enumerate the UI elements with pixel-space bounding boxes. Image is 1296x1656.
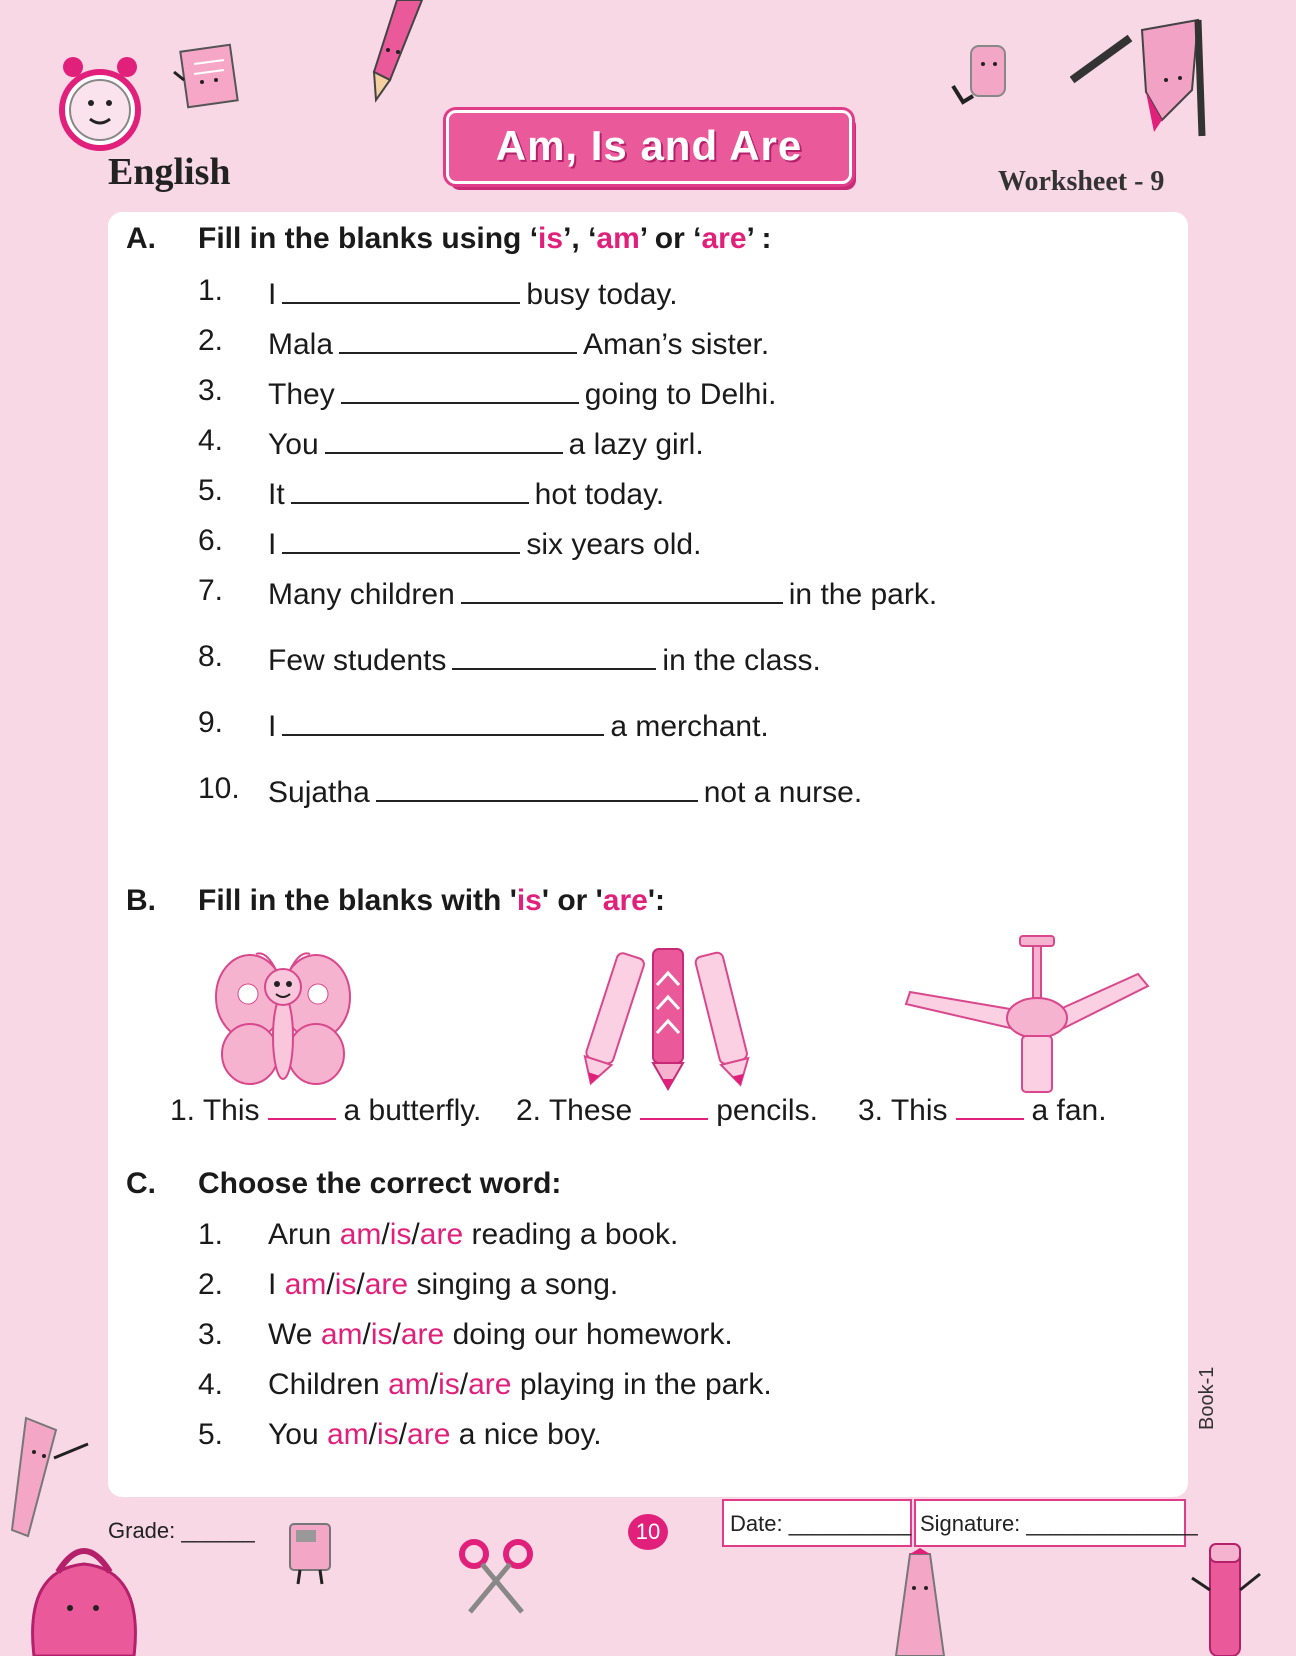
item-sentence: [268, 772, 862, 810]
worksheet-card: [108, 212, 1188, 1497]
option-are[interactable]: are: [364, 1268, 409, 1301]
item-number: 1.: [198, 274, 224, 307]
item-sentence: [268, 274, 678, 312]
eraser-character-icon: [945, 42, 1025, 120]
caption-start: 3. This: [858, 1094, 948, 1127]
sentence-start: I: [268, 278, 277, 311]
section-a-instruction: Fill in the blanks using ‘is’, ‘am’ or ‘are’ :: [198, 222, 772, 255]
item-sentence: [268, 324, 769, 362]
option-separator: /: [381, 1218, 390, 1251]
sentence-end: not a nurse.: [703, 776, 863, 809]
item-number: 7.: [198, 574, 224, 607]
item-sentence: [268, 1318, 733, 1352]
option-am[interactable]: am: [284, 1268, 327, 1301]
item-sentence: [268, 1418, 602, 1452]
section-b-letter: B.: [126, 884, 156, 917]
option-am[interactable]: am: [320, 1318, 363, 1351]
item-sentence: [268, 1218, 678, 1252]
answer-blank[interactable]: [341, 374, 579, 404]
sentence-start: Mala: [268, 328, 334, 361]
item-sentence: [268, 640, 821, 678]
answer-blank[interactable]: [282, 524, 520, 554]
section-c-letter: C.: [126, 1167, 156, 1200]
sentence-start: Many children: [268, 578, 455, 611]
option-am[interactable]: am: [339, 1218, 382, 1251]
sentence-start: I: [268, 710, 277, 743]
grade-field: Grade: ______: [108, 1518, 255, 1543]
answer-blank[interactable]: [376, 772, 698, 802]
caption-start: 1. This: [170, 1094, 260, 1127]
answer-blank[interactable]: [339, 324, 577, 354]
item-number: 4.: [198, 1368, 224, 1401]
sentence-start: You: [268, 428, 319, 461]
picture-caption: [858, 1090, 1107, 1128]
sentence-start: I: [268, 1268, 277, 1301]
option-separator: /: [356, 1268, 365, 1301]
butterfly-icon: [208, 942, 358, 1092]
sentence-end: hot today.: [534, 478, 665, 511]
sentence-start: It: [268, 478, 285, 511]
pencils-icon: [573, 945, 763, 1095]
answer-blank[interactable]: [282, 706, 604, 736]
item-number: 5.: [198, 1418, 224, 1451]
caption-end: a fan.: [1031, 1094, 1107, 1127]
section-b-instruction: Fill in the blanks with 'is' or 'are':: [198, 884, 665, 917]
sentence-start: I: [268, 528, 277, 561]
item-sentence: [268, 1268, 618, 1302]
subject-label: English: [108, 151, 231, 193]
option-separator: /: [411, 1218, 420, 1251]
option-separator: /: [398, 1418, 408, 1451]
option-are[interactable]: are: [407, 1418, 451, 1451]
item-sentence: [268, 574, 937, 612]
answer-blank[interactable]: [282, 274, 520, 304]
caption-end: a butterfly.: [343, 1094, 482, 1127]
sentence-end: a lazy girl.: [568, 428, 704, 461]
item-number: 8.: [198, 640, 224, 673]
crayon-character-icon: [880, 1548, 960, 1656]
pencil-sharpener-character-icon: [1070, 10, 1210, 138]
backpack-character-icon: [14, 1520, 154, 1656]
sentence-start: You: [268, 1418, 319, 1451]
item-sentence: [268, 374, 777, 412]
worksheet-number: Worksheet - 9: [998, 166, 1165, 197]
book-label: Book-1: [1196, 1366, 1218, 1430]
alarm-clock-icon: [55, 45, 150, 160]
sentence-end: going to Delhi.: [584, 378, 777, 411]
sentence-end: a nice boy.: [458, 1418, 602, 1451]
sentence-end: doing our homework.: [452, 1318, 733, 1351]
sentence-end: playing in the park.: [519, 1368, 772, 1401]
signature-box: [914, 1499, 1198, 1547]
answer-blank[interactable]: [461, 574, 783, 604]
answer-blank[interactable]: [325, 424, 563, 454]
item-number: 4.: [198, 424, 224, 457]
item-number: 6.: [198, 524, 224, 557]
signature-field: Signature: ______________: [920, 1511, 1198, 1536]
answer-blank[interactable]: [956, 1090, 1024, 1120]
sentence-end: busy today.: [526, 278, 678, 311]
option-separator: /: [326, 1268, 335, 1301]
item-number: 3.: [198, 374, 224, 407]
item-sentence: [268, 524, 701, 562]
notebook-character-icon: [170, 42, 250, 117]
ruler-character-icon: [8, 1408, 98, 1538]
pen-character-icon: [1188, 1538, 1268, 1656]
sentence-start: They: [268, 378, 335, 411]
sentence-end: in the class.: [662, 644, 821, 677]
sentence-start: Arun: [268, 1218, 332, 1251]
sharpener-character-icon: [282, 1518, 342, 1588]
page-number: 10: [628, 1514, 668, 1550]
option-is[interactable]: is: [377, 1418, 399, 1451]
scissors-icon: [456, 1536, 536, 1616]
item-sentence: [268, 424, 704, 462]
option-is[interactable]: is: [370, 1318, 393, 1351]
caption-start: 2. These: [516, 1094, 633, 1127]
option-are[interactable]: are: [419, 1218, 464, 1251]
caption-end: pencils.: [716, 1094, 818, 1127]
item-number: 10.: [198, 772, 240, 805]
worksheet-title: Am, Is and Are: [495, 122, 803, 169]
option-separator: /: [459, 1368, 469, 1401]
sentence-end: singing a song.: [416, 1268, 619, 1301]
option-are[interactable]: are: [400, 1318, 445, 1351]
sentence-start: Sujatha: [268, 776, 370, 809]
picture-caption: [170, 1090, 481, 1128]
answer-blank[interactable]: [640, 1090, 708, 1120]
section-a-letter: A.: [126, 222, 156, 255]
item-number: 2.: [198, 324, 224, 357]
option-separator: /: [362, 1318, 371, 1351]
answer-blank[interactable]: [452, 640, 656, 670]
section-c-instruction: Choose the correct word:: [198, 1167, 562, 1200]
option-separator: /: [368, 1418, 377, 1451]
option-is[interactable]: is: [438, 1368, 460, 1401]
option-am[interactable]: am: [388, 1368, 430, 1401]
sentence-end: Aman’s sister.: [583, 328, 770, 361]
sentence-start: We: [268, 1318, 313, 1351]
item-sentence: [268, 474, 664, 512]
item-number: 2.: [198, 1268, 224, 1301]
item-sentence: [268, 1368, 772, 1402]
worksheet-title-banner: [446, 110, 852, 184]
option-separator: /: [392, 1318, 401, 1351]
sentence-end: reading a book.: [471, 1218, 679, 1251]
item-number: 9.: [198, 706, 224, 739]
option-is[interactable]: is: [389, 1218, 412, 1251]
ceiling-fan-icon: [904, 934, 1154, 1094]
answer-blank[interactable]: [268, 1090, 336, 1120]
pencil-character-icon: [362, 0, 432, 108]
item-number: 3.: [198, 1318, 224, 1351]
option-are[interactable]: are: [468, 1368, 512, 1401]
date-field: Date: __________: [730, 1511, 912, 1536]
option-is[interactable]: is: [334, 1268, 357, 1301]
option-separator: /: [429, 1368, 439, 1401]
date-box: [722, 1499, 912, 1547]
sentence-end: six years old.: [526, 528, 702, 561]
sentence-start: Few students: [268, 644, 447, 677]
picture-caption: [516, 1090, 818, 1128]
sentence-start: Children: [268, 1368, 380, 1401]
item-sentence: [268, 706, 769, 744]
sentence-end: a merchant.: [610, 710, 769, 743]
item-number: 5.: [198, 474, 224, 507]
sentence-end: in the park.: [788, 578, 938, 611]
answer-blank[interactable]: [291, 474, 529, 504]
option-am[interactable]: am: [326, 1418, 369, 1451]
item-number: 1.: [198, 1218, 224, 1251]
